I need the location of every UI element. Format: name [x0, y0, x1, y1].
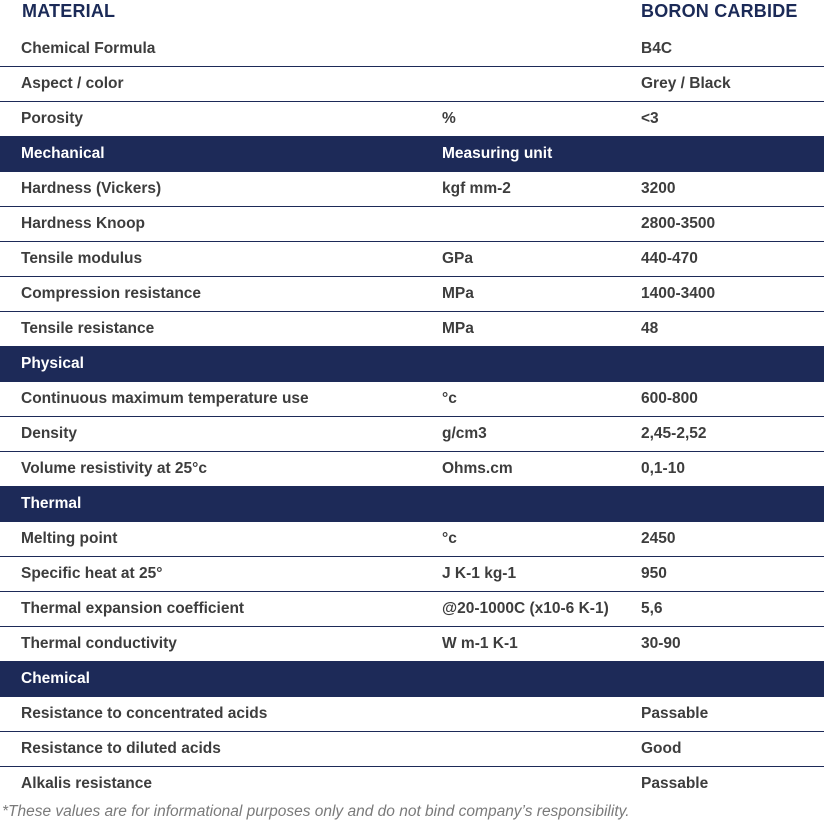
section-header-row	[0, 137, 824, 172]
measuring-unit-cell: W m-1 K-1	[442, 627, 641, 662]
property-value-cell	[641, 662, 824, 697]
measuring-unit-cell: Measuring unit	[442, 137, 641, 172]
property-name-cell: Chemical Formula	[0, 32, 442, 67]
property-name-cell: Resistance to concentrated acids	[0, 697, 442, 732]
property-value-cell: 2800-3500	[641, 207, 824, 242]
table-row	[0, 417, 824, 452]
table-row	[0, 242, 824, 277]
table-row	[0, 697, 824, 732]
property-name-cell: Thermal conductivity	[0, 627, 442, 662]
property-name-cell: Hardness Knoop	[0, 207, 442, 242]
measuring-unit-cell	[442, 697, 641, 732]
property-name-cell: Mechanical	[0, 137, 442, 172]
table-row	[0, 592, 824, 627]
property-value-cell: B4C	[641, 32, 824, 67]
property-value-cell: Passable	[641, 697, 824, 732]
table-row	[0, 172, 824, 207]
property-name-cell: Physical	[0, 347, 442, 382]
section-header-row	[0, 662, 824, 697]
table-row	[0, 67, 824, 102]
property-name-cell: Chemical	[0, 662, 442, 697]
property-value-cell	[641, 137, 824, 172]
measuring-unit-cell	[442, 207, 641, 242]
property-name-cell: Continuous maximum temperature use	[0, 382, 442, 417]
property-name-cell: Porosity	[0, 102, 442, 137]
property-value-cell	[641, 347, 824, 382]
property-name-cell: Thermal expansion coefficient	[0, 592, 442, 627]
property-value-cell	[641, 487, 824, 522]
material-name-title: BORON CARBIDE	[641, 1, 798, 21]
measuring-unit-cell	[442, 487, 641, 522]
table-row	[0, 522, 824, 557]
section-header-row	[0, 347, 824, 382]
property-name-cell: Compression resistance	[0, 277, 442, 312]
table-row	[0, 312, 824, 347]
property-name-cell: Thermal	[0, 487, 442, 522]
measuring-unit-cell: kgf mm-2	[442, 172, 641, 207]
property-name-cell: Specific heat at 25°	[0, 557, 442, 592]
property-value-cell: 5,6	[641, 592, 824, 627]
measuring-unit-cell	[442, 347, 641, 382]
property-value-cell: 30-90	[641, 627, 824, 662]
measuring-unit-cell: MPa	[442, 312, 641, 347]
measuring-unit-cell: @20-1000C (x10-6 K-1)	[442, 592, 641, 627]
property-name-cell: Density	[0, 417, 442, 452]
material-column-title: MATERIAL	[22, 1, 116, 21]
property-name-cell: Hardness (Vickers)	[0, 172, 442, 207]
property-value-cell: Good	[641, 732, 824, 767]
property-value-cell: 950	[641, 557, 824, 592]
property-name-cell: Aspect / color	[0, 67, 442, 102]
table-row	[0, 767, 824, 802]
table-row	[0, 732, 824, 767]
measuring-unit-cell	[442, 67, 641, 102]
property-name-cell: Tensile modulus	[0, 242, 442, 277]
property-name-cell: Volume resistivity at 25°c	[0, 452, 442, 487]
table-row	[0, 557, 824, 592]
property-value-cell: <3	[641, 102, 824, 137]
measuring-unit-cell: °c	[442, 522, 641, 557]
measuring-unit-cell: GPa	[442, 242, 641, 277]
property-name-cell: Melting point	[0, 522, 442, 557]
table-row	[0, 452, 824, 487]
measuring-unit-cell: MPa	[442, 277, 641, 312]
disclaimer-footnote: *These values are for informational purposes only and do not bind company’s responsibility.	[2, 803, 630, 820]
table-row	[0, 32, 824, 67]
measuring-unit-cell: g/cm3	[442, 417, 641, 452]
measuring-unit-cell: °c	[442, 382, 641, 417]
measuring-unit-cell: J K-1 kg-1	[442, 557, 641, 592]
table-row	[0, 102, 824, 137]
property-value-cell: 0,1-10	[641, 452, 824, 487]
properties-table	[0, 32, 824, 801]
property-value-cell: 1400-3400	[641, 277, 824, 312]
table-row	[0, 627, 824, 662]
table-row	[0, 382, 824, 417]
measuring-unit-cell: %	[442, 102, 641, 137]
property-value-cell: Passable	[641, 775, 709, 792]
property-name-cell: Tensile resistance	[0, 312, 442, 347]
measuring-unit-cell	[442, 32, 641, 67]
measuring-unit-cell	[442, 767, 641, 802]
property-value-cell: 2450	[641, 522, 824, 557]
property-value-cell: 3200	[641, 172, 824, 207]
property-value-cell: 440-470	[641, 242, 824, 277]
property-name-cell: Resistance to diluted acids	[0, 732, 442, 767]
table-row	[0, 277, 824, 312]
property-value-cell: 2,45-2,52	[641, 417, 824, 452]
measuring-unit-cell	[442, 732, 641, 767]
table-header	[0, 0, 824, 32]
table-row	[0, 207, 824, 242]
property-value-cell: 48	[641, 312, 824, 347]
property-value-cell: Grey / Black	[641, 67, 824, 102]
measuring-unit-cell: Ohms.cm	[442, 452, 641, 487]
property-value-cell: 600-800	[641, 382, 824, 417]
measuring-unit-cell	[442, 662, 641, 697]
property-name-cell: Alkalis resistance	[21, 775, 152, 792]
section-header-row	[0, 487, 824, 522]
